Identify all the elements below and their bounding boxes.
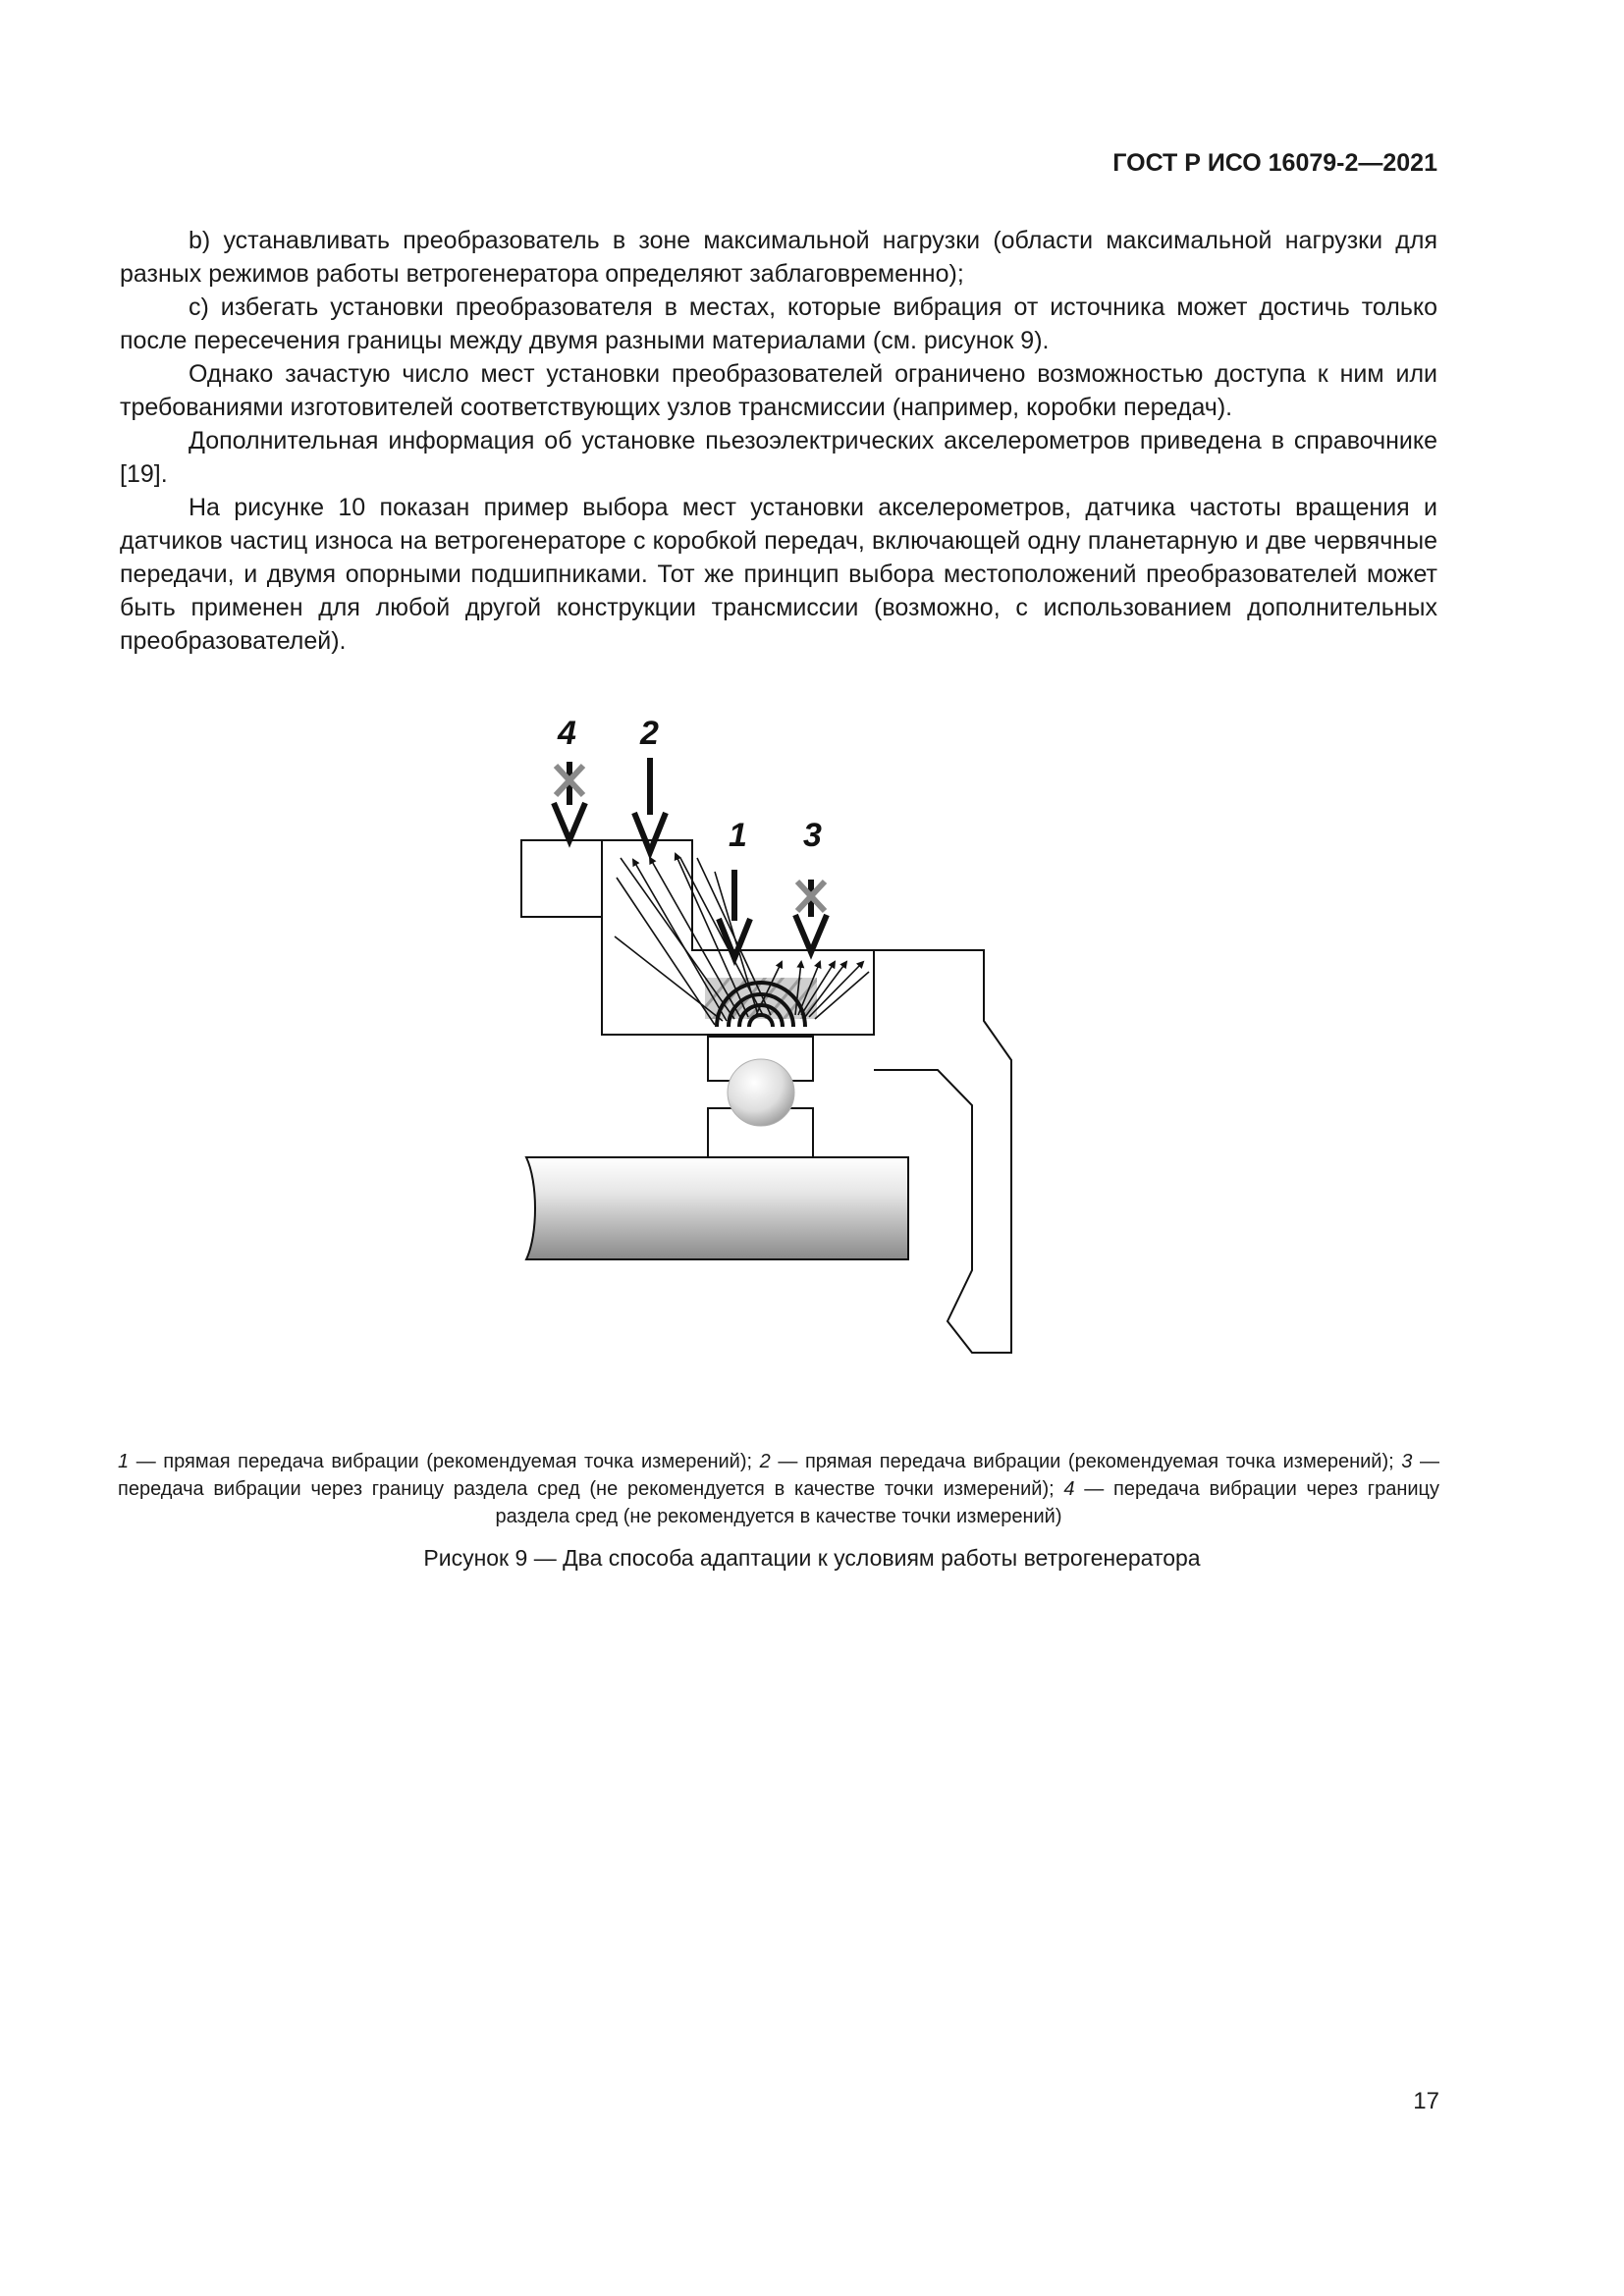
measurement-arrow-3: [795, 880, 827, 952]
measurement-arrow-4: [554, 762, 585, 840]
paragraph-c: c) избегать установки преобразователя в местах, которые вибрация от источника может достичь только после пересечения границы между двумя разными материалами (см. рисунок 9).: [120, 294, 1437, 354]
page-number: 17: [1413, 2088, 1439, 2114]
legend-num-1: 1: [118, 1451, 130, 1472]
label-3: 3: [803, 817, 822, 854]
casing: [874, 950, 1011, 1353]
figure-9: [491, 705, 1041, 1431]
legend-num-4: 4: [1063, 1478, 1075, 1500]
document-header: ГОСТ Р ИСО 16079-2—2021: [1112, 149, 1437, 177]
label-4: 4: [558, 715, 576, 752]
legend-text-2: — прямая передача вибрации (рекомендуемая точка измерений);: [770, 1451, 1402, 1472]
label-2: 2: [640, 715, 659, 752]
figure-9-drawing: [491, 705, 1041, 1431]
measurement-arrow-2: [634, 758, 666, 852]
paragraph-figure10: На рисунке 10 показан пример выбора мест установки акселерометров, датчика частоты вращения и датчиков частиц износа на ветрогенераторе с коробкой передач, включающей одну планетарную и две червячные передачи, и двумя опорными подшипниками. Тот же принцип выбора местоположений преобразователей может быть применен для любой другой конструкции трансмиссии (возможно, с использованием дополнительных преобразователей).: [120, 494, 1437, 655]
legend-text-4: — передача вибрации через границу раздела сред (не рекомендуется в качестве точки измерений): [495, 1478, 1440, 1527]
label-1: 1: [729, 817, 747, 854]
paragraph-b: b) устанавливать преобразователь в зоне максимальной нагрузки (области максимальной нагрузки для разных режимов работы ветрогенератора определяют заблаговременно);: [120, 227, 1437, 288]
legend-num-2: 2: [759, 1451, 771, 1472]
figure-legend: [118, 1448, 1439, 1530]
figure-caption: Рисунок 9 — Два способа адаптации к условиям работы ветрогенератора: [423, 1545, 1201, 1571]
paragraph-access: Однако зачастую число мест установки преобразователей ограничено возможностью доступа к ним или требованиями изготовителей соответствующих узлов трансмиссии (например, коробки передач).: [120, 360, 1437, 421]
paragraph-reference: Дополнительная информация об установке пьезоэлектрических акселерометров приведена в справочнике [19].: [120, 427, 1437, 488]
legend-num-3: 3: [1401, 1451, 1413, 1472]
legend-text-3: — передача вибрации через границу раздела сред (не рекомендуется в качестве точки измерений);: [118, 1451, 1439, 1500]
legend-text-1: — прямая передача вибрации (рекомендуемая точка измерений);: [129, 1451, 760, 1472]
bearing-ball: [728, 1059, 794, 1126]
shaft: [526, 1157, 908, 1259]
body-text: [120, 224, 1437, 658]
